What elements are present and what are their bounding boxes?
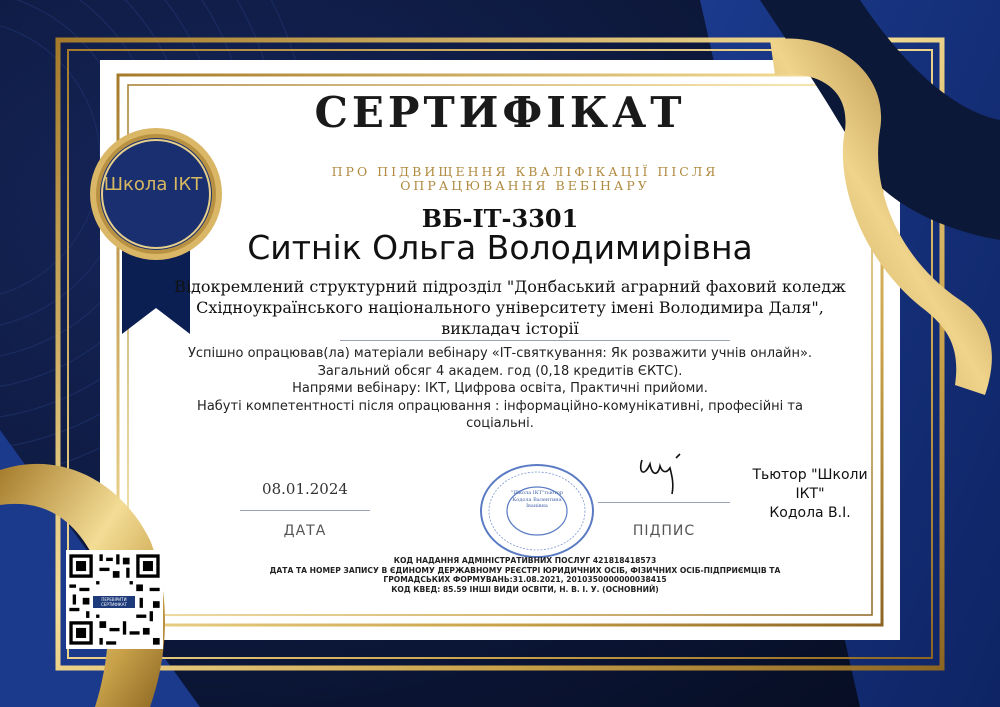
body-line-directions: Напрями вебінару: ІКТ, Цифрова освіта, Практичні прийоми. — [292, 381, 708, 396]
date-underline — [240, 510, 370, 511]
registry-footer — [250, 556, 800, 594]
badge-label: Школа ІКТ — [103, 174, 203, 195]
body-line-volume: Загальний обсяг 4 академ. год (0,18 кредитів ЄКТС). — [317, 363, 683, 379]
certificate-subtitle: ПРО ПІДВИЩЕННЯ КВАЛІФІКАЦІЇ ПІСЛЯ ОПРАЦЮВАННЯ ВЕБІНАРУ — [331, 164, 719, 193]
body-line-competencies: Набуті компетентності після опрацювання : інформаційно-комунікативні, професійні та соціальні. — [197, 398, 803, 431]
issue-date: 08.01.2024 — [262, 480, 348, 498]
signature-underline — [598, 502, 730, 503]
seal-stamp-icon — [478, 462, 596, 560]
seal-text: "Школа ІКТ"тьютор Кодола Валентина Іванівна — [510, 490, 564, 509]
footer-line-registry: ДАТА ТА НОМЕР ЗАПИСУ В ЄДИНОМУ ДЕРЖАВНОМУ РЕЄСТРІ ЮРИДИЧНИХ ОСІБ, ФІЗИЧНИХ ОСІБ-ПІДПРИЄМЦІВ ТА ГРОМАДСЬКИХ ФОРМУВАНЬ:31.08.2021, 2010350000000038415 — [269, 565, 781, 584]
certificate-body — [170, 345, 830, 433]
certificate-title: СЕРТИФІКАТ — [314, 88, 686, 137]
footer-line-kved: КОД КВЕД: 85.59 ІНШІ ВИДИ ОСВІТИ, Н. В. І. У. (ОСНОВНИЙ) — [391, 584, 659, 594]
signature-icon — [636, 450, 692, 500]
divider — [340, 340, 730, 341]
tutor-title-line1: Тьютор "Школи — [752, 467, 868, 483]
signature-label: ПІДПИС — [632, 523, 696, 539]
tutor-name: Кодола В.І. — [769, 505, 851, 521]
date-label: ДАТА — [283, 523, 327, 539]
certificate-code: ВБ-ІТ-3301 — [421, 204, 579, 233]
footer-line-code: КОД НАДАННЯ АДМІНІСТРАТИВНИХ ПОСЛУГ 421818418573 — [393, 556, 657, 565]
body-line-webinar: Успішно опрацював(ла) матеріали вебінару «ІТ-святкування: Як розважити учнів онлайн». — [187, 346, 813, 361]
recipient-name: Ситнік Ольга Володимирівна — [247, 228, 753, 267]
tutor-title-line2: ІКТ" — [795, 486, 825, 502]
tutor-block — [750, 466, 870, 523]
recipient-organization: Відокремлений структурний підрозділ "Донбаський аграрний фаховий коледж Східноукраїнського національного університету імені Володимира Даля", викладач історії — [174, 277, 846, 338]
qr-verify-label: ПЕРЕВІРИТИ СЕРТИФІКАТ — [93, 596, 135, 608]
